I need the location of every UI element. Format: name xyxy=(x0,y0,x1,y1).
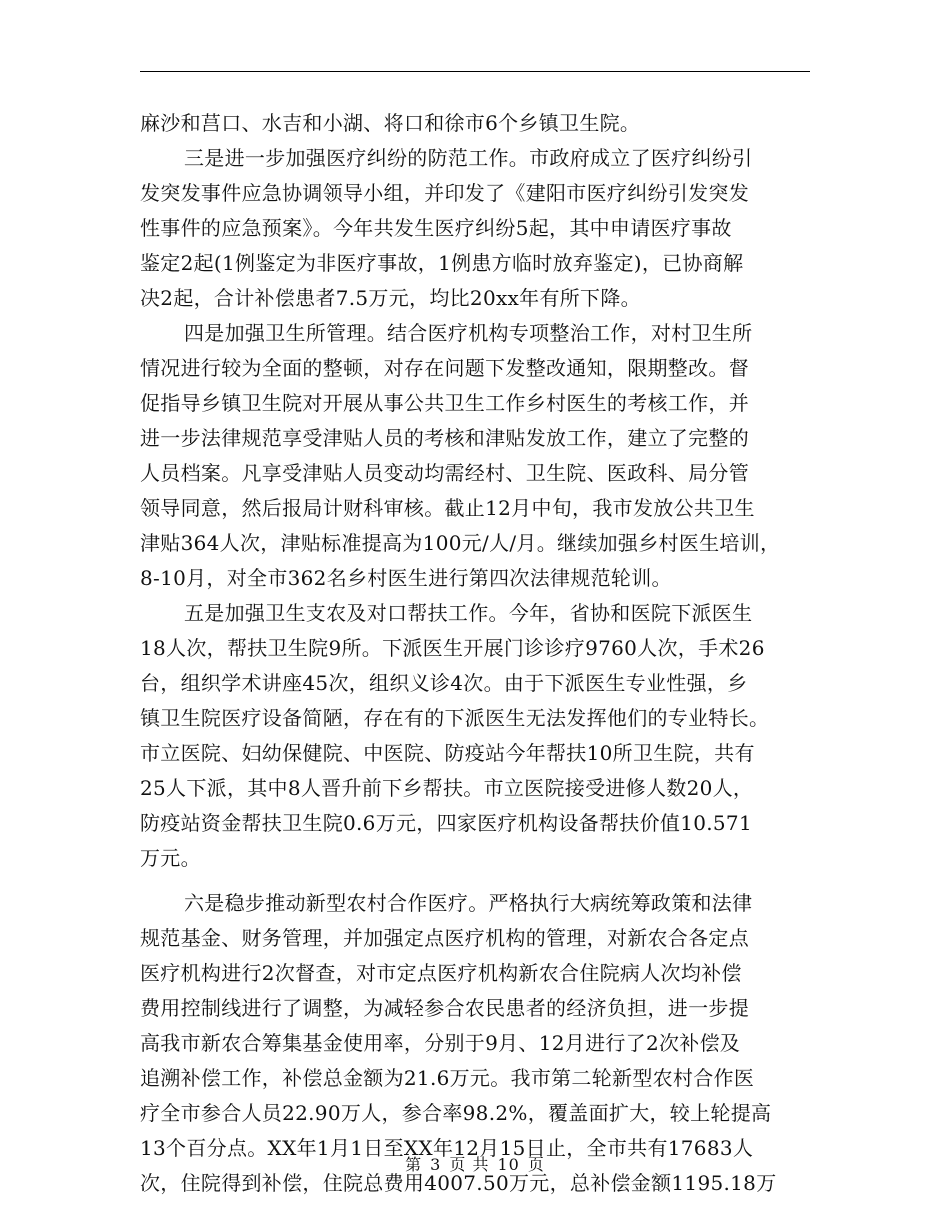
header-rule xyxy=(140,71,810,72)
text-line: 性事件的应急预案》。今年共发生医疗纠纷5起，其中申请医疗事故 xyxy=(140,216,732,240)
paragraph-start-line: 三是进一步加强医疗纠纷的防范工作。市政府成立了医疗纠纷引 xyxy=(184,146,753,170)
text-line: 津贴364人次，津贴标准提高为100元/人/月。继续加强乡村医生培训， xyxy=(140,531,781,555)
page-number-current: 3 xyxy=(430,1155,442,1174)
text-line: 领导同意，然后报局计财科审核。截止12月中旬，我市发放公共卫生 xyxy=(140,496,755,520)
text-line: 追溯补偿工作，补偿总金额为21.6万元。我市第二轮新型农村合作医 xyxy=(140,1066,755,1090)
text-line: 规范基金、财务管理，并加强定点医疗机构的管理，对新农合各定点 xyxy=(140,926,749,950)
paragraph-start-line: 五是加强卫生支农及对口帮扶工作。今年，省协和医院下派医生 xyxy=(184,601,753,625)
text-line: 万元。 xyxy=(140,846,201,870)
text-line: 高我市新农合筹集基金使用率，分别于9月、12月进行了2次补偿及 xyxy=(140,1031,741,1055)
page-label-mid: 页 共 xyxy=(449,1155,490,1174)
document-body xyxy=(140,106,820,1201)
page-footer xyxy=(0,1152,950,1175)
text-line: 18人次，帮扶卫生院9所。下派医生开展门诊诊疗9760人次，手术26 xyxy=(140,636,765,660)
text-line: 25人下派，其中8人晋升前下乡帮扶。市立医院接受进修人数20人， xyxy=(140,776,754,800)
page-number-total: 10 xyxy=(497,1155,520,1174)
page-label-suffix: 页 xyxy=(527,1155,545,1174)
text-line: 疗全市参合人员22.90万人，参合率98.2%，覆盖面扩大，较上轮提高 xyxy=(140,1101,772,1125)
text-line: 镇卫生院医疗设备简陋，存在有的下派医生无法发挥他们的专业特长。 xyxy=(140,706,770,730)
text-line: 促指导乡镇卫生院对开展从事公共卫生工作乡村医生的考核工作，并 xyxy=(140,391,749,415)
text-line: 麻沙和莒口、水吉和小湖、将口和徐市6个乡镇卫生院。 xyxy=(140,111,641,135)
text-line: 决2起，合计补偿患者7.5万元，均比20xx年有所下降。 xyxy=(140,286,641,310)
text-line: 次，住院得到补偿，住院总费用4007.50万元，总补偿金额1195.18万 xyxy=(140,1171,777,1195)
text-line: 情况进行较为全面的整顿，对存在问题下发整改通知，限期整改。督 xyxy=(140,356,749,380)
text-line: 人员档案。凡享受津贴人员变动均需经村、卫生院、医政科、局分管 xyxy=(140,461,749,485)
text-line: 发突发事件应急协调领导小组，并印发了《建阳市医疗纠纷引发突发 xyxy=(140,181,749,205)
text-line: 鉴定2起(1例鉴定为非医疗事故，1例患方临时放弃鉴定)，已协商解 xyxy=(140,251,744,275)
text-line: 市立医院、妇幼保健院、中医院、防疫站今年帮扶10所卫生院，共有 xyxy=(140,741,755,765)
paragraph-start-line: 六是稳步推动新型农村合作医疗。严格执行大病统筹政策和法律 xyxy=(184,891,753,915)
text-line: 13个百分点。XX年1月1日至XX年12月15日止，全市共有17683人 xyxy=(140,1136,754,1160)
paragraph-start-line: 四是加强卫生所管理。结合医疗机构专项整治工作，对村卫生所 xyxy=(184,321,753,345)
text-line: 进一步法律规范享受津贴人员的考核和津贴发放工作，建立了完整的 xyxy=(140,426,749,450)
text-line: 防疫站资金帮扶卫生院0.6万元，四家医疗机构设备帮扶价值10.571 xyxy=(140,811,752,835)
text-line: 8-10月，对全市362名乡村医生进行第四次法律规范轮训。 xyxy=(140,566,672,590)
text-line: 费用控制线进行了调整，为减轻参合农民患者的经济负担，进一步提 xyxy=(140,996,749,1020)
page-label-prefix: 第 xyxy=(405,1155,423,1174)
text-line: 医疗机构进行2次督查，对市定点医疗机构新农合住院病人次均补偿 xyxy=(140,961,742,985)
text-line: 台，组织学术讲座45次，组织义诊4次。由于下派医生专业性强，乡 xyxy=(140,671,748,695)
